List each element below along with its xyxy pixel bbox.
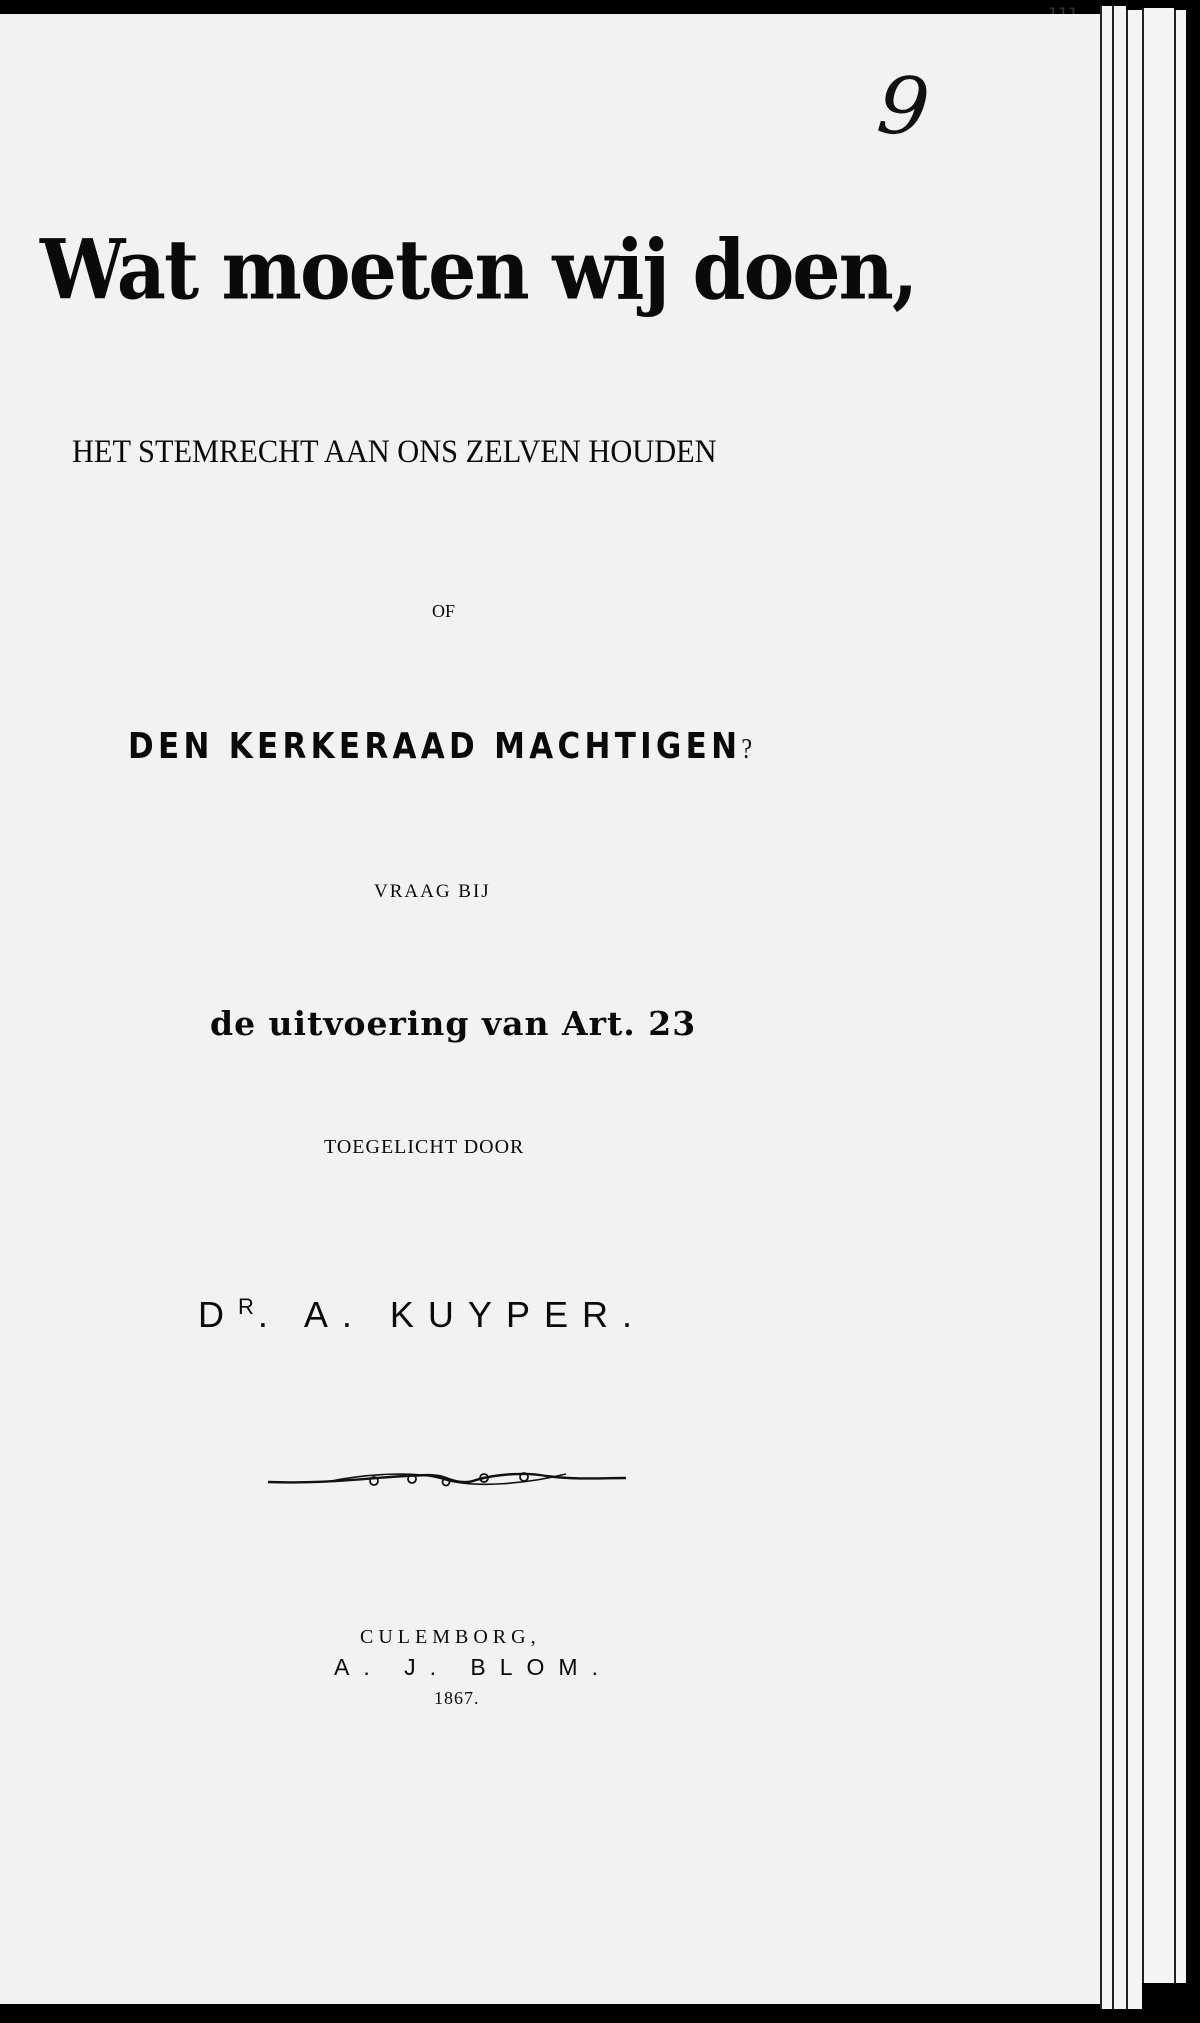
page-edge — [1174, 10, 1186, 1983]
subtitle-line-2-text: DEN KERKERAAD MACHTIGEN — [128, 726, 742, 767]
subtitle-line-1: HET STEMRECHT AAN ONS ZELVEN HOUDEN — [72, 434, 717, 470]
flourish-rule-icon — [266, 1460, 628, 1500]
subtitle-line-2 — [128, 726, 752, 767]
page-edge — [1142, 8, 1174, 1983]
explained-by: TOEGELICHT DOOR — [324, 1136, 525, 1158]
author-name — [198, 1294, 646, 1336]
author-prefix-sup: R — [238, 1294, 258, 1319]
author-name-text: . A. KUYPER. — [257, 1294, 646, 1335]
page-edge — [1126, 10, 1142, 2009]
imprint-place: CULEMBORG, — [360, 1626, 541, 1648]
author-prefix: D — [198, 1294, 238, 1335]
folio-number: 9 — [873, 57, 934, 156]
page-edge — [1100, 6, 1112, 2009]
page-edge — [1112, 6, 1126, 2009]
question-label: VRAAG BIJ — [374, 881, 491, 902]
imprint-publisher: A. J. BLOM. — [334, 1654, 612, 1680]
page-title: Wat moeten wij doen, — [40, 222, 917, 319]
imprint-year: 1867. — [434, 1688, 480, 1708]
question-mark: ? — [741, 734, 753, 765]
conjunction: OF — [432, 601, 456, 621]
article-line: de uitvoering van Art. 23 — [210, 1004, 697, 1043]
